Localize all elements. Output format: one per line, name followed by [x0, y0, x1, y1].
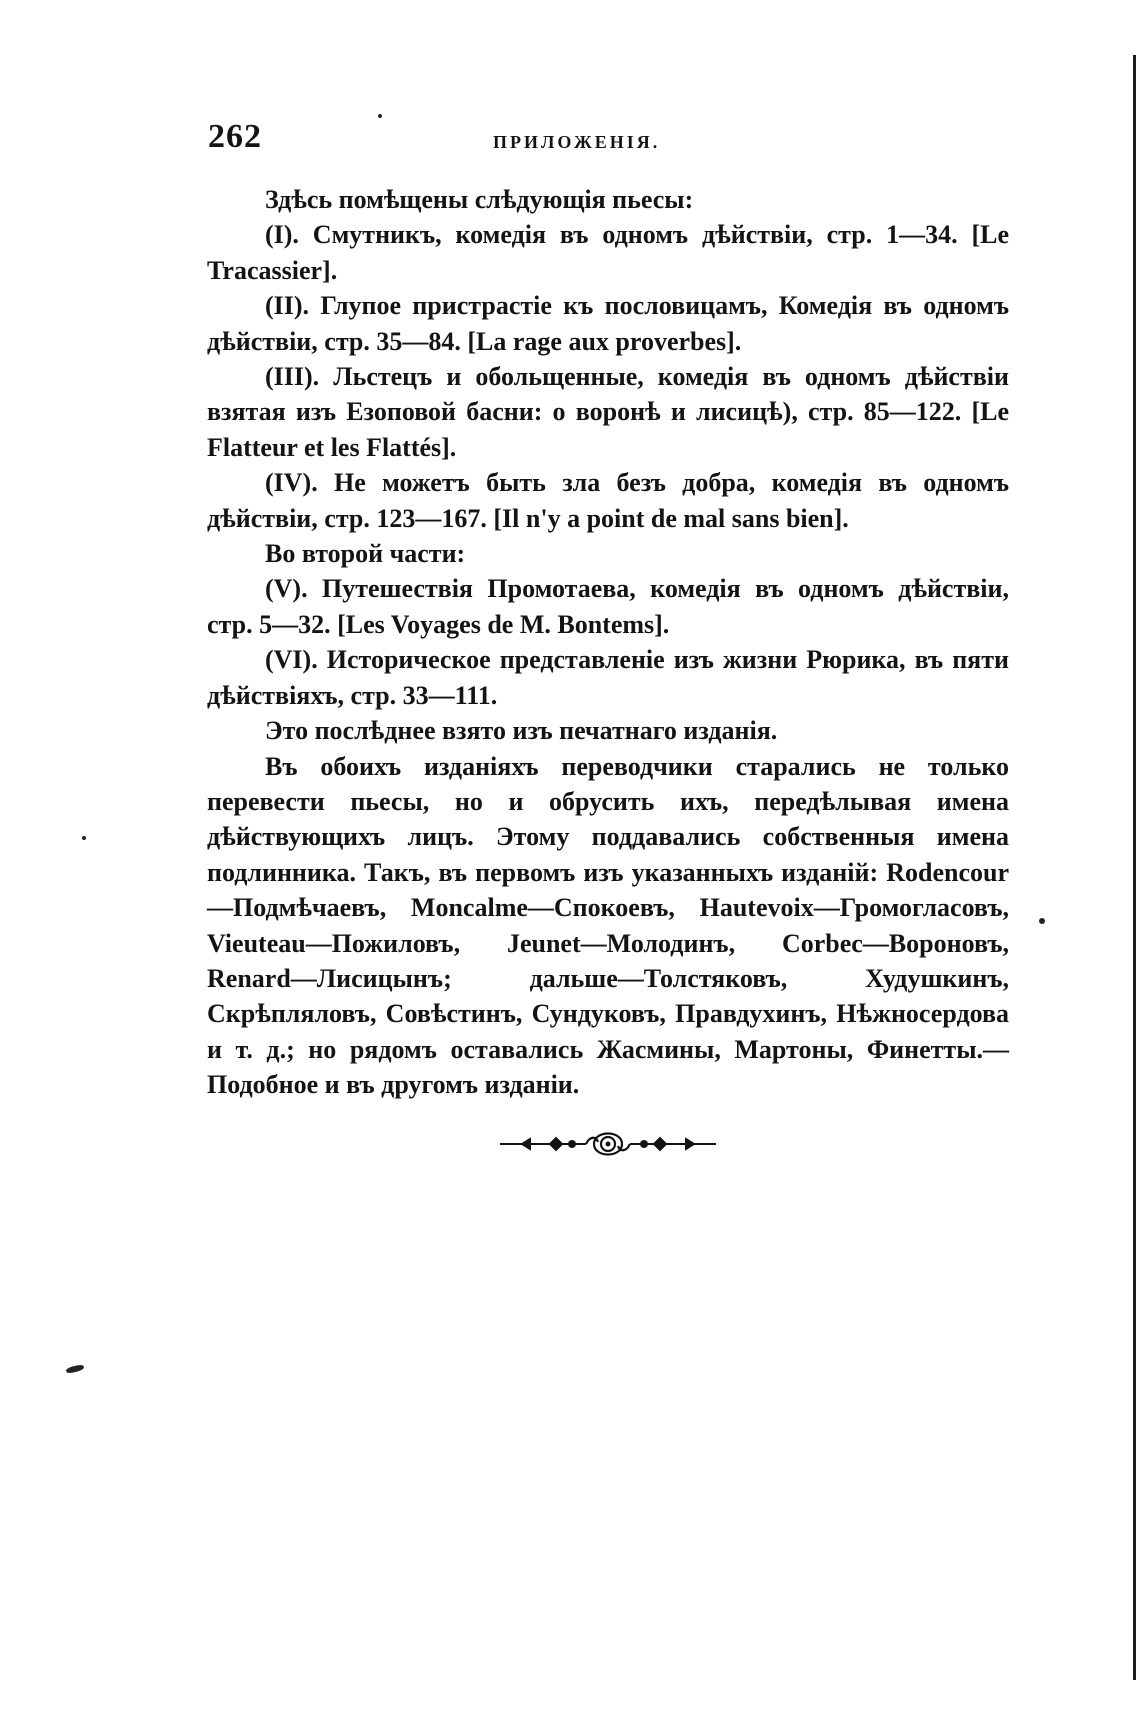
paragraph-intro: Здѣсь помѣщены слѣдующія пьесы:	[265, 185, 694, 214]
paragraph-item-1: (I). Смутникъ, комедія въ одномъ дѣйствіи, стр. 1—34. [Le Tracassier].	[207, 220, 1009, 285]
body-text	[207, 182, 1009, 1103]
paragraph-item-4: (IV). Не можетъ быть зла безъ добра, комедія въ одномъ дѣйствіи, стр. 123—167. [Il n'y a point de mal sans bien].	[207, 468, 1009, 533]
paragraph-item-5: (V). Путешествія Промотаева, комедія въ одномъ дѣйствіи, стр. 5—32. [Les Voyages de M. Bontems].	[207, 574, 1009, 639]
paragraph-second-part: Во второй части:	[265, 539, 466, 569]
page-number: 262	[208, 118, 262, 155]
ink-speck	[82, 836, 86, 840]
ink-speck	[378, 114, 382, 118]
paragraph-note: Это послѣднее взято изъ печатнаго изданія.	[265, 716, 778, 746]
paragraph-discussion: Въ обоихъ изданіяхъ переводчики старались не только перевести пьесы, но и обрусить ихъ, передѣлывая имена дѣйствующихъ лицъ. Этому поддавались собственныя имена подлинника. Такъ, въ первомъ изъ указанныхъ изданій: Rodencour—Подмѣчаевъ, Moncalme—Спокоевъ, Hautevoix—Громогласовъ, Vieuteau—Пожиловъ, Jeunet—Молодинъ, Corbec—Вороновъ, Renard—Лисицынъ; дальше—Толстяковъ, Худушкинъ, Скрѣпляловъ, Совѣстинъ, Сундуковъ, Правдухинъ, Нѣжносердова и т. д.; но рядомъ оставались Жасмины, Мартоны, Финетты.—Подобное и въ другомъ изданіи.	[207, 751, 1009, 1100]
page-header	[208, 118, 1020, 178]
running-head: ПРИЛОЖЕНІЯ.	[493, 132, 661, 152]
ink-speck	[66, 1364, 85, 1374]
paragraph-item-6: (VI). Историческое представленіе изъ жизни Рюрика, въ пяти дѣйствіяхъ, стр. 33—111.	[207, 645, 1009, 710]
page-edge-line	[1133, 55, 1136, 1680]
paragraph-item-3: (III). Льстецъ и обольщенные, комедія въ одномъ дѣйствіи взятая изъ Езоповой басни: о воронѣ и лисицѣ), стр. 85—122. [Le Flatteur et les Flattés].	[207, 362, 1009, 462]
paragraph-item-2: (II). Глупое пристрастіе къ пословицамъ, Комедія въ одномъ дѣйствіи, стр. 35—84. [La rage aux proverbes].	[207, 291, 1009, 356]
fleuron-ornament-icon	[498, 1127, 718, 1161]
ink-speck	[1039, 918, 1045, 924]
